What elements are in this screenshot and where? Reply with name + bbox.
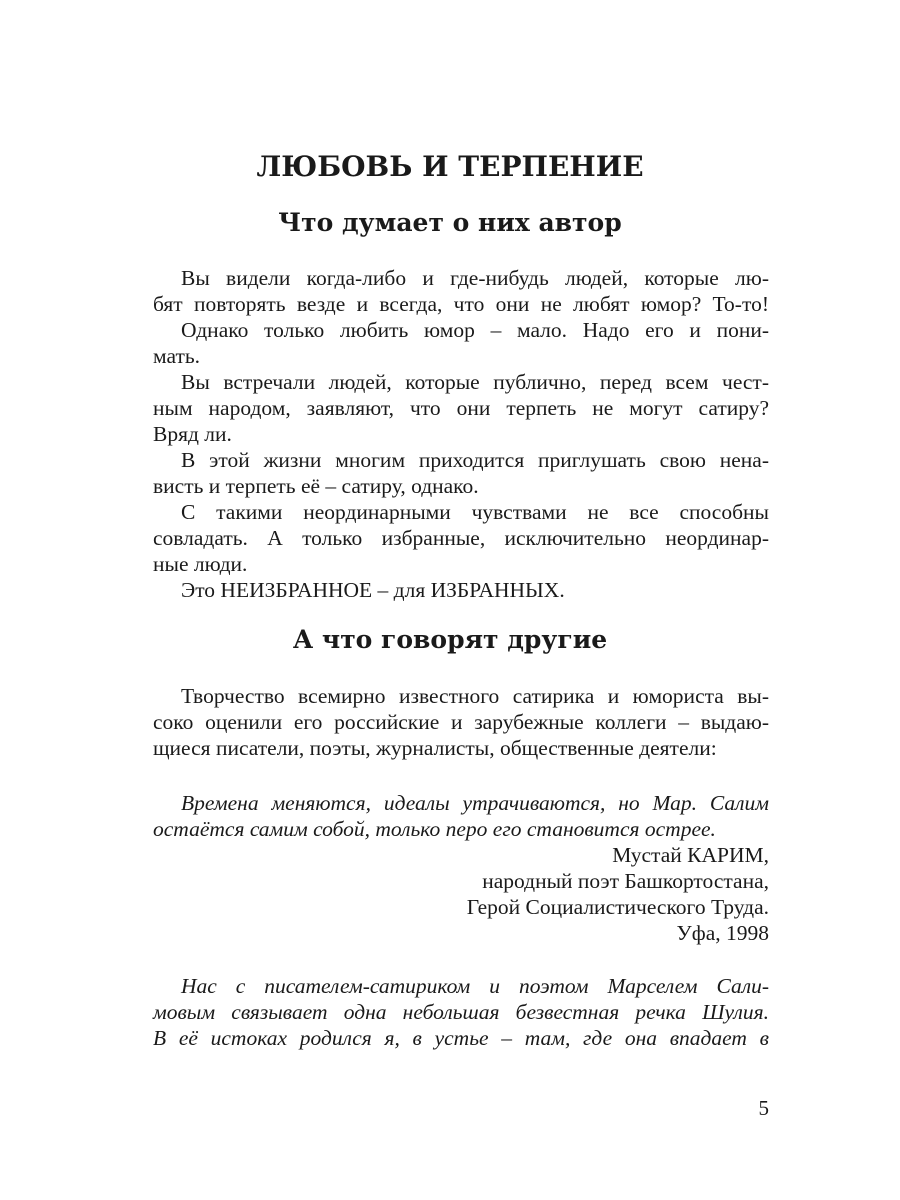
paragraph-line: совладать. А только избранные, исключительно неординар- — [153, 526, 769, 550]
attribution-line: Герой Социалистического Труда. — [466, 895, 769, 919]
section-heading-author: Что думает о них автор — [278, 208, 622, 237]
paragraph-line: Вы видели когда-либо и где-нибудь людей, которые лю- — [181, 266, 769, 290]
paragraph-line: щиеся писатели, поэты, журналисты, общественные деятели: — [153, 736, 717, 760]
attribution-line: Уфа, 1998 — [676, 921, 769, 945]
paragraph-line: висть и терпеть её – сатиру, однако. — [153, 474, 479, 498]
paragraph-line: Однако только любить юмор – мало. Надо его и пони- — [181, 318, 769, 342]
paragraph-line: Творчество всемирно известного сатирика и юмориста вы- — [181, 684, 769, 708]
paragraph-line: В этой жизни многим приходится приглушать свою нена- — [181, 448, 769, 472]
paragraph-line: соко оценили его российские и зарубежные коллеги – выдаю- — [153, 710, 769, 734]
paragraph-line: ные люди. — [153, 552, 248, 576]
quote-line: Времена меняются, идеалы утрачиваются, но Мар. Салим — [181, 791, 769, 815]
attribution-line: Мустай КАРИМ, — [612, 843, 769, 867]
paragraph-line: С такими неординарными чувствами не все способны — [181, 500, 769, 524]
section-heading-others: А что говорят другие — [292, 625, 608, 654]
paragraph-line: бят повторять везде и всегда, что они не любят юмор? То-то! — [153, 292, 769, 316]
attribution-line: народный поэт Башкортостана, — [482, 869, 769, 893]
page-title: ЛЮБОВЬ И ТЕРПЕНИЕ — [256, 150, 644, 183]
paragraph-line: Это НЕИЗБРАННОЕ – для ИЗБРАННЫХ. — [181, 578, 565, 602]
quote-line: остаётся самим собой, только перо его становится острее. — [153, 817, 716, 841]
paragraph-line: Вы встречали людей, которые публично, перед всем чест- — [181, 370, 769, 394]
quote-line: Нас с писателем-сатириком и поэтом Марселем Сали- — [181, 974, 769, 998]
page-number: 5 — [758, 1096, 769, 1120]
paragraph-line: ным народом, заявляют, что они терпеть не могут сатиру? — [153, 396, 769, 420]
paragraph-line: Вряд ли. — [153, 422, 232, 446]
quote-line: мовым связывает одна небольшая безвестная речка Шулия. — [153, 1000, 769, 1024]
paragraph-line: мать. — [153, 344, 201, 368]
quote-line: В её истоках родился я, в устье – там, где она впадает в — [153, 1026, 769, 1050]
